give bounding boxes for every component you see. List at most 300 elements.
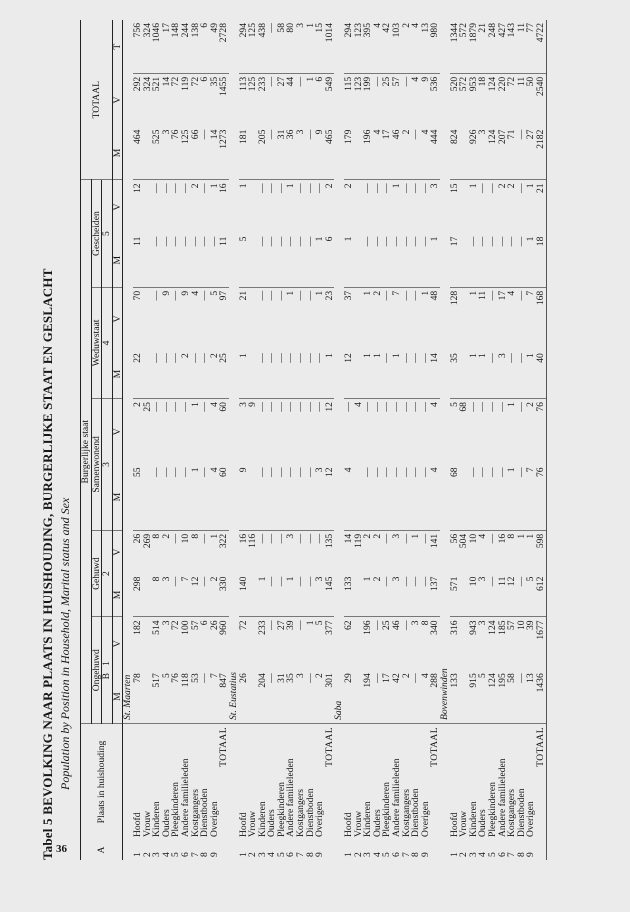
- cell: 438: [258, 20, 268, 73]
- total-cell: 322: [218, 533, 230, 549]
- cell: —: [210, 234, 220, 288]
- table-row: [258, 20, 268, 860]
- cell: 3: [162, 127, 172, 180]
- cell: 4: [477, 533, 489, 539]
- table-row: [152, 20, 162, 860]
- total-cell: 16: [218, 183, 230, 193]
- cell: —: [191, 350, 201, 398]
- total-cell: 1677: [536, 617, 546, 670]
- cell: 294: [344, 20, 354, 73]
- cell: —: [507, 234, 517, 288]
- cell: 943: [467, 620, 479, 635]
- cell: 756: [133, 20, 143, 73]
- table-row: [450, 20, 460, 860]
- row-number: 1: [343, 852, 355, 857]
- cell: 103: [392, 20, 402, 73]
- cell: [354, 287, 364, 350]
- cell: —: [371, 402, 383, 412]
- section-name: Saba: [334, 20, 344, 724]
- total-cell: 2: [323, 183, 335, 189]
- row-label: Hoofd: [343, 812, 355, 837]
- cell: 27: [526, 127, 536, 180]
- cell: 55: [133, 464, 143, 530]
- cell: 2: [343, 183, 355, 189]
- cell: 25: [381, 620, 393, 631]
- row-label: Vrouw: [141, 810, 153, 837]
- header-v: V: [112, 617, 123, 670]
- header-gescheiden: Gescheiden: [91, 180, 102, 287]
- cell: 125: [248, 20, 258, 73]
- cell: 14: [343, 533, 355, 544]
- cell: —: [151, 402, 163, 412]
- table-row: [488, 20, 498, 860]
- cell: 1: [373, 350, 383, 398]
- table-row: [344, 20, 354, 860]
- row-number: 3: [467, 852, 479, 857]
- row-number: 1: [131, 852, 143, 857]
- total-cell: 4: [429, 402, 441, 407]
- cell: 324: [141, 76, 153, 92]
- cell: 17: [496, 290, 508, 301]
- cell: 116: [247, 533, 259, 548]
- cell: 571: [450, 574, 460, 617]
- cell: —: [391, 402, 402, 412]
- total-cell: 97: [218, 290, 230, 301]
- cell: —: [488, 464, 498, 530]
- table-row: [296, 20, 306, 860]
- cell: 1: [306, 20, 316, 73]
- cell: —: [496, 402, 508, 412]
- row-number: 6: [179, 852, 191, 857]
- row-number: 8: [515, 852, 527, 857]
- cell: —: [421, 574, 431, 617]
- cell: 11: [517, 20, 527, 73]
- row-label: Pleegkinderen: [275, 782, 287, 837]
- cell: 1: [363, 350, 373, 398]
- header-m: M: [112, 350, 123, 398]
- table-row: [354, 20, 364, 860]
- cell: 4: [421, 670, 431, 723]
- cell: 6: [199, 76, 211, 82]
- header-totaal: TOTAAL: [81, 20, 113, 180]
- cell: 21: [237, 290, 249, 301]
- total-cell: 48: [429, 290, 441, 301]
- row-label: Pleegkinderen: [381, 782, 393, 837]
- header-num-3: 3: [102, 399, 113, 531]
- cell: —: [277, 234, 287, 288]
- cell: 35: [450, 350, 460, 398]
- cell: 76: [171, 127, 181, 180]
- header-b: B: [101, 673, 113, 680]
- cell: 1: [506, 402, 518, 407]
- row-number: 2: [458, 852, 470, 857]
- header-m: M: [112, 574, 123, 617]
- total-cell: 330: [219, 574, 229, 617]
- row-number: 4: [477, 852, 489, 857]
- row-label: Kostgangers: [295, 789, 307, 837]
- cell: —: [381, 402, 393, 412]
- cell: —: [170, 183, 182, 193]
- row-label: Kostgangers: [400, 789, 412, 837]
- cell: 195: [498, 670, 508, 723]
- cell: —: [486, 533, 498, 544]
- cell: 182: [131, 620, 143, 635]
- cell: —: [296, 464, 306, 530]
- row-label: Overigen: [314, 801, 326, 837]
- cell: 292: [131, 76, 143, 92]
- table-row: [171, 20, 181, 860]
- table-row: [459, 20, 469, 860]
- cell: —: [517, 464, 527, 530]
- row-number: 4: [266, 852, 278, 857]
- cell: —: [296, 574, 306, 617]
- cell: —: [181, 464, 191, 530]
- cell: 58: [277, 20, 287, 73]
- cell: —: [266, 183, 278, 193]
- cell: —: [515, 183, 527, 193]
- cell: 1: [285, 183, 297, 189]
- cell: 2: [525, 402, 537, 407]
- total-label: TOTAAL: [218, 727, 230, 767]
- cell: 3: [296, 20, 306, 73]
- cell: 12: [344, 350, 354, 398]
- header-num-1-text: 1: [101, 661, 113, 666]
- cell: 31: [277, 127, 287, 180]
- cell: —: [419, 402, 431, 412]
- cell: 2: [371, 290, 383, 296]
- cell: 148: [171, 20, 181, 73]
- cell: 72: [237, 620, 249, 631]
- cell: —: [179, 402, 191, 412]
- cell: 1: [304, 620, 316, 626]
- cell: 4: [208, 402, 220, 407]
- row-number: 7: [295, 852, 307, 857]
- cell: 62: [343, 620, 355, 631]
- cell: 100: [179, 620, 191, 635]
- cell: 72: [189, 76, 201, 87]
- table-row: [277, 20, 287, 860]
- cell: 5: [239, 234, 249, 288]
- row-number: 6: [285, 852, 297, 857]
- cell: —: [277, 350, 287, 398]
- cell: —: [400, 290, 412, 301]
- cell: —: [362, 183, 374, 193]
- header-weduwstaat: Weduwstaat: [91, 287, 102, 398]
- row-label: Overigen: [525, 801, 537, 837]
- cell: 77: [526, 20, 536, 73]
- total-cell: 25: [219, 350, 229, 398]
- row-label: Overigen: [419, 801, 431, 837]
- total-label: TOTAAL: [536, 724, 546, 841]
- table-row: [498, 20, 508, 860]
- total-cell: 960: [218, 620, 230, 635]
- cell: 4: [189, 290, 201, 296]
- cell: 22: [133, 350, 143, 398]
- header-samenwonend: Samenwonend: [91, 399, 102, 531]
- cell: —: [200, 127, 210, 180]
- cell: 1: [467, 183, 479, 189]
- cell: 1: [526, 350, 536, 398]
- total-cell: 76: [536, 399, 546, 465]
- cell: 5: [448, 402, 460, 407]
- cell: —: [314, 402, 326, 412]
- cell: 1: [314, 290, 326, 296]
- cell: —: [200, 464, 210, 530]
- cell: 72: [506, 76, 518, 87]
- row-label: Andere familieleden: [496, 758, 508, 837]
- cell: —: [402, 350, 412, 398]
- total-cell: 1: [325, 350, 335, 398]
- row-number: 5: [275, 852, 287, 857]
- population-table: [80, 20, 547, 860]
- header-v: V: [112, 73, 123, 126]
- cell: 57: [189, 620, 201, 631]
- header-m: M: [112, 127, 123, 180]
- cell: —: [151, 290, 163, 301]
- cell: —: [419, 183, 431, 193]
- total-cell: 18: [536, 234, 546, 288]
- cell: 3: [478, 127, 488, 180]
- cell: 11: [498, 574, 508, 617]
- total-cell: 1: [430, 234, 440, 288]
- cell: 1344: [450, 20, 460, 73]
- table-subtitle: Population by Position in Household, Marital status and Sex: [58, 497, 72, 790]
- total-cell: 2182: [536, 127, 546, 180]
- header-v: V: [112, 180, 123, 234]
- cell: —: [275, 290, 287, 301]
- cell: 2: [402, 127, 412, 180]
- cell: 205: [258, 127, 268, 180]
- row-label: Andere familieleden: [285, 758, 297, 837]
- cell: —: [266, 76, 278, 87]
- total-cell: 340: [429, 620, 441, 635]
- cell: 207: [498, 127, 508, 180]
- cell: 57: [506, 620, 518, 631]
- cell: 125: [247, 76, 259, 92]
- cell: —: [256, 290, 268, 301]
- cell: 78: [133, 670, 143, 723]
- rotated-table-block: [40, 20, 625, 880]
- cell: —: [286, 464, 296, 530]
- total-cell: 135: [323, 533, 335, 549]
- cell: —: [200, 574, 210, 617]
- cell: —: [400, 183, 412, 193]
- cell: —: [256, 183, 268, 193]
- cell: 11: [133, 234, 143, 288]
- cell: 915: [469, 670, 479, 723]
- cell: 128: [448, 290, 460, 306]
- table-title: [40, 268, 56, 860]
- cell: 123: [354, 20, 364, 73]
- total-cell: 1273: [219, 127, 229, 180]
- cell: 2: [210, 350, 220, 398]
- cell: —: [411, 234, 421, 288]
- header-m: M: [112, 464, 123, 530]
- cell: 26: [131, 533, 143, 544]
- cell: 140: [239, 574, 249, 617]
- cell: 42: [392, 670, 402, 723]
- row-label: Kinderen: [151, 801, 163, 837]
- row-label: Pleegkinderen: [170, 782, 182, 837]
- cell: 233: [256, 76, 268, 92]
- cell: —: [314, 183, 326, 193]
- cell: 72: [170, 620, 182, 631]
- cell: —: [160, 183, 172, 193]
- row-label: Dienstboden: [199, 788, 211, 837]
- cell: 220: [496, 76, 508, 92]
- cell: —: [295, 183, 307, 193]
- cell: 11: [515, 76, 527, 87]
- page-number: 36: [56, 843, 67, 855]
- cell: —: [515, 402, 527, 412]
- cell: —: [295, 620, 307, 631]
- cell: 1: [304, 76, 316, 82]
- row-label: Dienstboden: [515, 788, 527, 837]
- cell: 124: [486, 620, 498, 635]
- table-row: [507, 20, 517, 860]
- cell: 6: [314, 76, 326, 82]
- cell: 1: [526, 234, 536, 288]
- total-row: [219, 20, 229, 860]
- cell: —: [162, 234, 172, 288]
- row-number: 3: [362, 852, 374, 857]
- cell: 10: [179, 533, 191, 544]
- cell: —: [371, 183, 383, 193]
- cell: —: [295, 402, 307, 412]
- cell: 5: [208, 290, 220, 296]
- cell: —: [469, 234, 479, 288]
- row-label: Kostgangers: [189, 789, 201, 837]
- total-cell: 598: [536, 530, 546, 573]
- row-label: Ouders: [266, 809, 278, 837]
- cell: 525: [152, 127, 162, 180]
- cell: —: [411, 127, 421, 180]
- header-ongehuwd: Ongehuwd: [91, 617, 102, 724]
- cell: 6: [199, 620, 211, 626]
- cell: 17: [450, 234, 460, 288]
- row-label: Dienstboden: [410, 788, 422, 837]
- cell: 521: [151, 76, 163, 92]
- cell: —: [343, 402, 355, 412]
- row-label: Kinderen: [362, 801, 374, 837]
- cell: 3: [285, 533, 297, 539]
- cell: 7: [391, 290, 402, 296]
- total-cell: 377: [323, 620, 335, 635]
- header-v: V: [112, 399, 123, 465]
- cell: —: [267, 670, 277, 723]
- cell: 3: [315, 574, 325, 617]
- cell: 138: [191, 20, 201, 73]
- cell: 7: [525, 290, 537, 296]
- row-number: 6: [496, 852, 508, 857]
- cell: —: [170, 402, 182, 412]
- total-cell: 23: [323, 290, 335, 301]
- cell: 58: [507, 670, 517, 723]
- cell: —: [171, 350, 181, 398]
- row-number: 9: [525, 852, 537, 857]
- cell: —: [486, 183, 498, 193]
- cell: —: [267, 464, 277, 530]
- cell: 953: [467, 76, 479, 92]
- cell: 39: [285, 620, 297, 631]
- cell: —: [277, 574, 287, 617]
- cell: 72: [170, 76, 182, 87]
- cell: 3: [160, 620, 172, 626]
- cell: —: [179, 183, 191, 193]
- table-row: [411, 20, 421, 860]
- row-number: 5: [486, 852, 498, 857]
- cell: 50: [525, 76, 537, 87]
- cell: —: [275, 533, 287, 544]
- cell: 80: [286, 20, 296, 73]
- row-label: Hoofd: [131, 812, 143, 837]
- cell: 10: [469, 574, 479, 617]
- cell: 316: [448, 620, 460, 635]
- cell: 9: [315, 127, 325, 180]
- cell: —: [478, 464, 488, 530]
- total-cell: 12: [325, 464, 335, 530]
- cell: —: [419, 533, 431, 544]
- cell: 6: [200, 20, 210, 73]
- table-row: [143, 20, 153, 860]
- table-row: [392, 20, 402, 860]
- cell: 143: [507, 20, 517, 73]
- cell: 46: [392, 127, 402, 180]
- cell: 3: [477, 620, 489, 626]
- total-cell: 288: [430, 670, 440, 723]
- cell: 16: [496, 533, 508, 544]
- row-number: 2: [141, 852, 153, 857]
- total-cell: 2728: [219, 20, 229, 73]
- cell: 124: [486, 76, 498, 92]
- cell: —: [162, 350, 172, 398]
- cell: 3: [478, 574, 488, 617]
- cell: 5: [314, 620, 326, 626]
- cell: 1: [525, 183, 537, 189]
- cell: —: [400, 402, 412, 412]
- cell: 12: [131, 183, 143, 193]
- total-cell: 980: [430, 20, 440, 73]
- row-number: 5: [170, 852, 182, 857]
- cell: 7: [210, 670, 220, 723]
- cell: [459, 287, 469, 350]
- cell: 2: [131, 402, 143, 407]
- cell: 27: [275, 76, 287, 87]
- cell: —: [170, 290, 182, 301]
- cell: 514: [151, 620, 163, 635]
- cell: —: [267, 127, 277, 180]
- cell: 4: [210, 464, 220, 530]
- cell: 18: [477, 76, 489, 87]
- cell: —: [277, 464, 287, 530]
- table-row: [200, 20, 210, 860]
- cell: 8: [151, 533, 163, 539]
- total-cell: 11: [219, 234, 229, 288]
- cell: —: [411, 350, 421, 398]
- section-name: St. Maarten: [123, 20, 133, 724]
- total-label: TOTAAL: [429, 727, 441, 767]
- header-num-5: 5: [102, 180, 113, 287]
- row-number: 6: [391, 852, 402, 857]
- row-label: Dienstboden: [304, 788, 316, 837]
- cell: —: [304, 183, 316, 193]
- cell: 1: [258, 574, 268, 617]
- section-row: [123, 20, 133, 860]
- row-number: 9: [208, 852, 220, 857]
- row-number: 3: [256, 852, 268, 857]
- cell: —: [266, 290, 278, 301]
- table-row: [306, 20, 316, 860]
